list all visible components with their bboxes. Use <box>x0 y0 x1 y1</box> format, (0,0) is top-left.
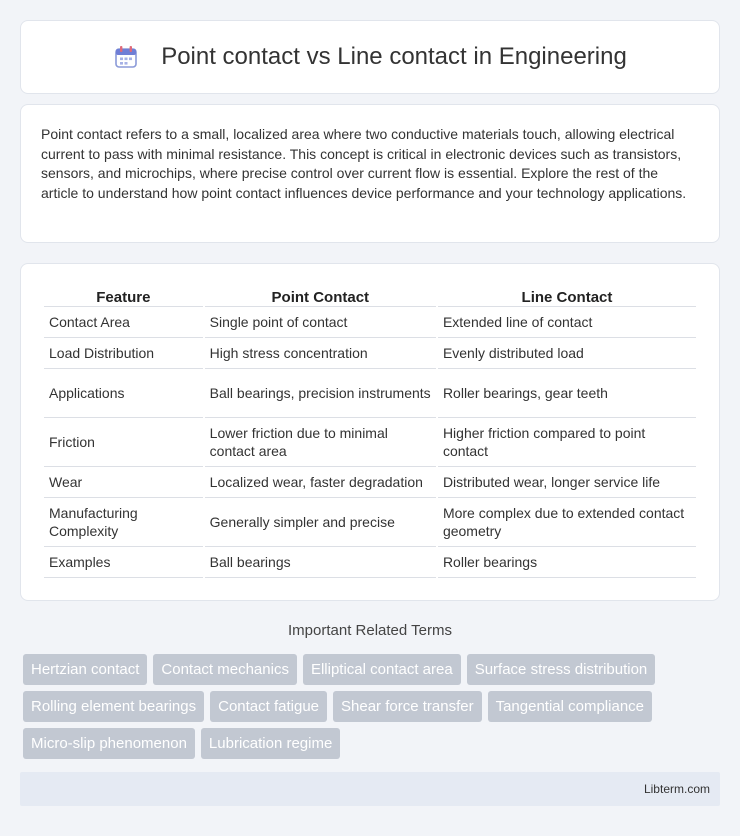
related-term-tag[interactable]: Rolling element bearings <box>23 691 204 722</box>
table-cell: Applications <box>44 369 203 418</box>
comparison-table-card <box>20 263 720 601</box>
footer <box>20 772 720 806</box>
table-cell: Ball bearings <box>205 547 436 578</box>
table-row <box>44 498 696 547</box>
table-row <box>44 369 696 418</box>
related-term-tag[interactable]: Contact fatigue <box>210 691 327 722</box>
table-cell: Load Distribution <box>44 338 203 369</box>
page-title: Point contact vs Line contact in Engineering <box>161 43 627 70</box>
related-terms-list <box>23 654 723 765</box>
intro-paragraph: Point contact refers to a small, localized area where two conductive materials touch, allowing electrical current to pass with minimal resistance. This concept is critical in electronic devices such as transistors, sensors, and microchips, where precise control over current flow is essential. Explore the rest of the article to understand how point contact influences device performance and your technology applications. <box>41 126 687 201</box>
table-row <box>44 547 696 578</box>
column-header-line-contact: Line Contact <box>438 284 696 307</box>
related-term-tag[interactable]: Elliptical contact area <box>303 654 461 685</box>
table-cell: Lower friction due to minimal contact area <box>205 418 436 467</box>
table-row <box>44 338 696 369</box>
table-row <box>44 467 696 498</box>
intro-card <box>20 104 720 243</box>
table-cell: Wear <box>44 467 203 498</box>
table-cell: Localized wear, faster degradation <box>205 467 436 498</box>
column-header-point-contact: Point Contact <box>205 284 436 307</box>
calendar-icon <box>113 44 139 70</box>
table-cell: Ball bearings, precision instruments <box>205 369 436 418</box>
table-cell: High stress concentration <box>205 338 436 369</box>
table-header-row <box>44 284 696 307</box>
related-terms-heading: Important Related Terms <box>288 622 452 639</box>
table-cell: Distributed wear, longer service life <box>438 467 696 498</box>
title-card <box>20 20 720 94</box>
table-cell: Examples <box>44 547 203 578</box>
related-term-tag[interactable]: Tangential compliance <box>488 691 652 722</box>
related-term-tag[interactable]: Shear force transfer <box>333 691 482 722</box>
table-cell: Contact Area <box>44 307 203 338</box>
footer-brand-link[interactable]: Libterm.com <box>643 782 710 796</box>
table-cell: Extended line of contact <box>438 307 696 338</box>
table-cell: Single point of contact <box>205 307 436 338</box>
table-row <box>44 418 696 467</box>
table-row <box>44 307 696 338</box>
table-cell: Evenly distributed load <box>438 338 696 369</box>
table-cell: Roller bearings, gear teeth <box>438 369 696 418</box>
table-cell: Roller bearings <box>438 547 696 578</box>
related-term-tag[interactable]: Surface stress distribution <box>467 654 656 685</box>
table-cell: Manufacturing Complexity <box>44 498 203 547</box>
table-cell: Friction <box>44 418 203 467</box>
related-term-tag[interactable]: Contact mechanics <box>153 654 297 685</box>
related-term-tag[interactable]: Hertzian contact <box>23 654 147 685</box>
comparison-table <box>42 284 698 578</box>
column-header-feature: Feature <box>44 284 203 307</box>
table-cell: Generally simpler and precise <box>205 498 436 547</box>
table-cell: Higher friction compared to point contact <box>438 418 696 467</box>
related-term-tag[interactable]: Lubrication regime <box>201 728 340 759</box>
related-term-tag[interactable]: Micro-slip phenomenon <box>23 728 195 759</box>
table-cell: More complex due to extended contact geometry <box>438 498 696 547</box>
